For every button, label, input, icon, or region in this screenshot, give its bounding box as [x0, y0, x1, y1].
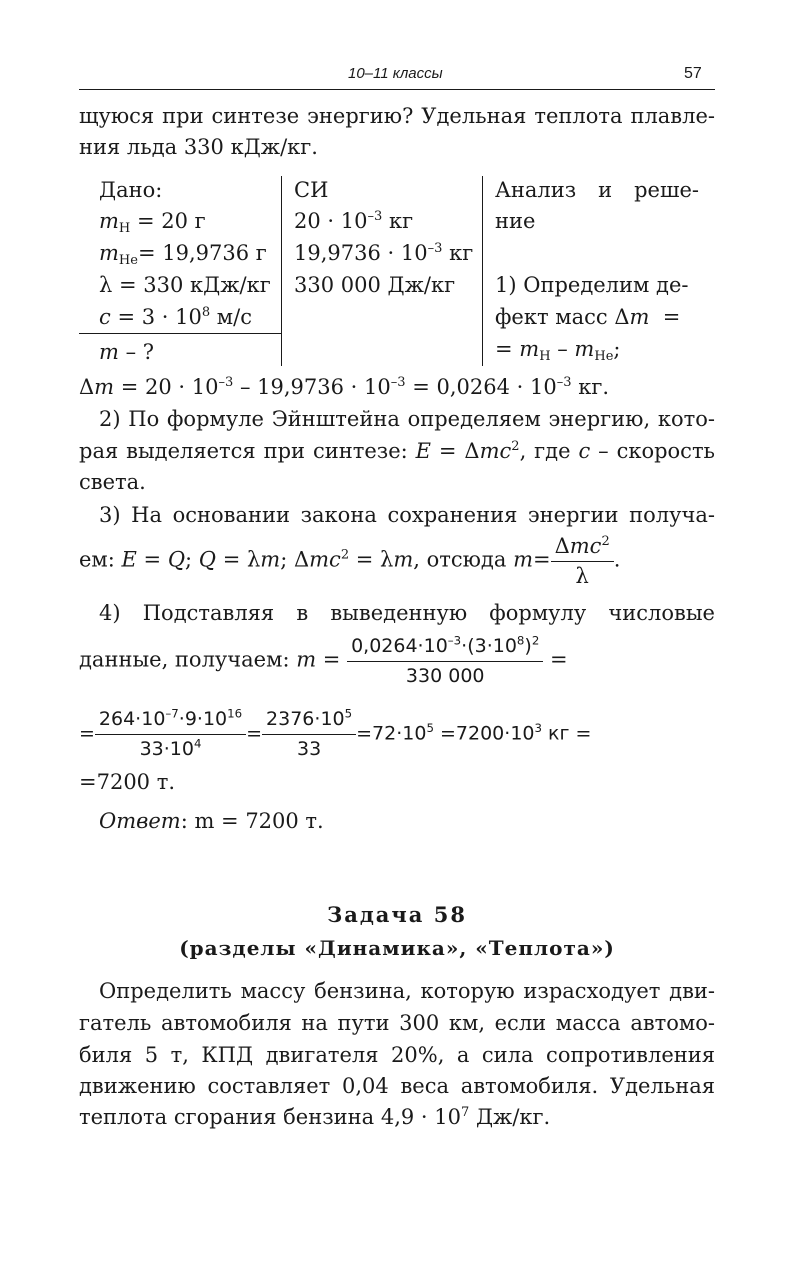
given-lambda: λ = 330 кДж/кг — [99, 273, 271, 297]
task-58-line-4: движению составляет 0,04 веса автомобиля. Удельная — [79, 1074, 715, 1098]
running-header-title: 10–11 классы — [348, 65, 443, 82]
step3-line-2: ем: E = Q; Q = λm; Δmc$^2$ = λm, отсюда m= $\frac{\Delta mc^2}{\lambda}$ . — [79, 533, 621, 588]
mass-fraction: $\frac{\Delta mc^2}{\lambda}$ — [551, 533, 614, 589]
calc-fraction-2: $\frac{2376\cdot 10^5}{33}$ — [262, 706, 356, 762]
given-find: m – ? — [99, 340, 155, 364]
header-divider — [79, 89, 715, 90]
si-row-1: $20 \cdot 10^{-3}$ кг — [294, 208, 414, 233]
mass-defect-formula: $\Delta m = 20 \cdot 10^{-3} - 19,9736 \cdot 10^{-3} = 0,0264 \cdot 10^{-3}$ кг. — [79, 374, 610, 399]
si-heading: СИ — [294, 178, 329, 202]
table-divider-2 — [482, 176, 483, 366]
intro-line-2: ния льда 330 кДж/кг. — [79, 135, 318, 159]
calculation-line: = $\frac{264\cdot 10^{-7}\cdot 9\cdot 10^{16}}{33\cdot 10^4}$ = $\frac{2376\cdot 10^5}{33}$ $=72\cdot 10^5 =7200\cdot 10^3$ кг = — [79, 706, 592, 760]
analysis-line-2: ние — [495, 209, 536, 233]
page-number: 57 — [684, 65, 702, 82]
step4-line-1: 4) Подставляя в выведенную формулу числовые — [99, 601, 715, 625]
table-divider-1 — [281, 176, 282, 366]
given-find-divider — [79, 333, 281, 334]
si-row-2: $19,9736 \cdot 10^{-3}$ кг — [294, 240, 474, 265]
substitution-fraction: $\frac{0,0264\cdot 10^{-3}\cdot(3\cdot 10^8)^2}{330 000}$ — [347, 633, 543, 689]
analysis-line-1: Анализ и реше- — [495, 178, 699, 202]
step3-line-1: 3) На основании закона сохранения энергии получа- — [99, 503, 715, 527]
calculation-final: =7200 т. — [79, 770, 176, 794]
si-row-3: 330 000 Дж/кг — [294, 273, 456, 297]
task-58-line-1: Определить массу бензина, которую израсходует дви- — [99, 979, 715, 1003]
task-58-title: Задача 58 — [327, 902, 467, 927]
task-58-subtitle: (разделы «Динамика», «Теплота») — [179, 936, 615, 960]
answer-line: Ответ: m = 7200 т. — [99, 809, 324, 833]
analysis-line-4: фект масс Δm = — [495, 305, 681, 329]
step2-line-1: 2) По формуле Эйнштейна определяем энергию, кото- — [99, 407, 715, 431]
calc-fraction-1: $\frac{264\cdot 10^{-7}\cdot 9\cdot 10^{16}}{33\cdot 10^4}$ — [95, 706, 246, 762]
analysis-line-5: = $m_H - m_{He}$; — [495, 337, 621, 364]
step4-line-2: данные, получаем: m = $\frac{0,0264\cdot 10^{-3}\cdot(3\cdot 10^8)^2}{330 000}$ = — [79, 633, 568, 687]
given-heading: Дано: — [99, 178, 163, 202]
analysis-line-3: 1) Определим де- — [495, 273, 689, 297]
task-58-line-3: биля 5 т, КПД двигателя 20%, а сила сопротивления — [79, 1043, 715, 1067]
task-58-line-2: гатель автомобиля на пути 300 км, если масса автомо- — [79, 1011, 715, 1035]
task-58-line-5: теплота сгорания бензина $4,9 \cdot 10^7$ Дж/кг. — [79, 1104, 551, 1129]
intro-line-1: щуюся при синтезе энергию? Удельная теплота плавле- — [79, 104, 715, 128]
step2-line-3: света. — [79, 470, 146, 494]
step2-line-2: рая выделяется при синтезе: E = Δmc$^2$, где c – скорость — [79, 438, 715, 463]
given-mass-hydrogen: $m_H = 20$ г — [99, 209, 206, 236]
given-speed-of-light: $c = 3 \cdot 10^8$ м/с — [99, 304, 252, 329]
given-mass-helium: $m_{He}= 19,9736$ г — [99, 241, 267, 268]
